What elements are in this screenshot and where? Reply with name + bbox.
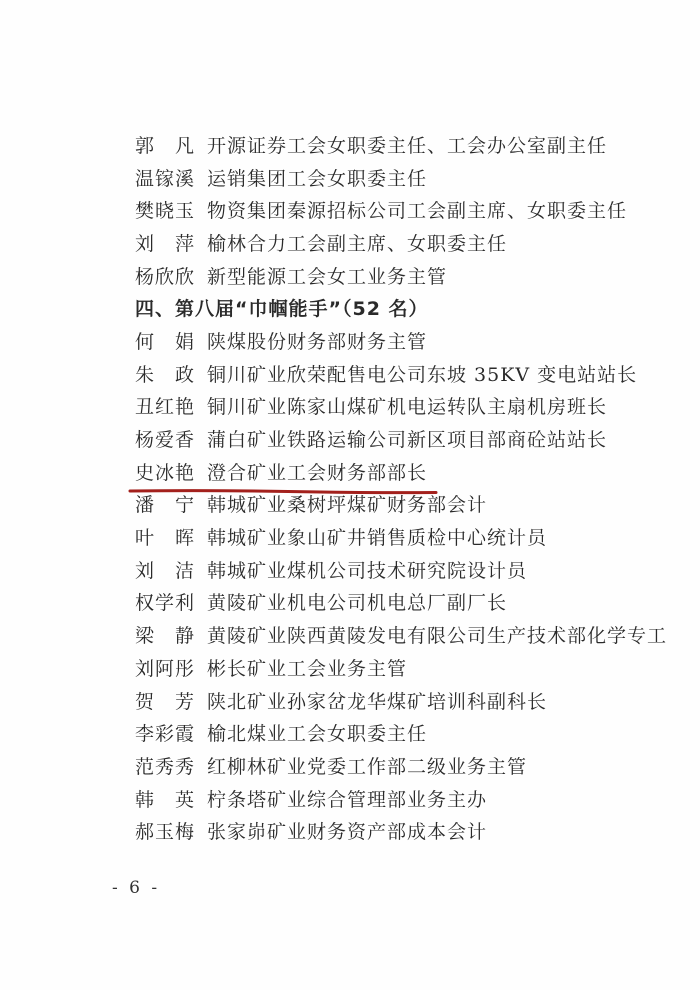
person-name: 杨爱香 <box>135 429 196 452</box>
person-title: 运销集团工会女职委主任 <box>207 167 428 190</box>
person-title: 韩城矿业桑树坪煤矿财务部会计 <box>207 494 488 517</box>
person-title: 陕北矿业孙家岔龙华煤矿培训科副科长 <box>207 690 548 713</box>
person-name: 李彩霞 <box>135 723 196 746</box>
list-item <box>135 324 695 357</box>
person-name: 刘阿彤 <box>135 657 196 680</box>
person-name: 韩 英 <box>135 788 196 811</box>
person-title: 黄陵矿业机电公司机电总厂副厂长 <box>207 592 508 615</box>
person-name: 史冰艳 <box>135 461 196 484</box>
person-name: 潘 宁 <box>135 494 196 517</box>
person-name: 郭 凡 <box>135 134 196 157</box>
person-name: 贺 芳 <box>135 690 196 713</box>
person-title: 陕煤股份财务部财务主管 <box>207 330 428 353</box>
page-number: - 6 - <box>112 878 161 898</box>
person-title: 黄陵矿业陕西黄陵发电有限公司生产技术部化学专工 <box>207 625 668 648</box>
list-item <box>135 357 695 390</box>
person-title: 彬长矿业工会业务主管 <box>207 657 408 680</box>
list-item <box>135 618 695 651</box>
person-title: 榆北煤业工会女职委主任 <box>207 723 428 746</box>
person-title: 澄合矿业工会财务部部长 <box>207 461 428 484</box>
list-item <box>135 193 695 226</box>
list-item <box>135 259 695 292</box>
person-name: 梁 静 <box>135 625 196 648</box>
red-underline-mark <box>128 487 440 497</box>
person-name: 范秀秀 <box>135 755 196 778</box>
person-name: 樊晓玉 <box>135 200 196 223</box>
list-item-highlighted <box>135 455 695 488</box>
person-title: 新型能源工会女工业务主管 <box>207 265 448 288</box>
list-item <box>135 422 695 455</box>
list-item <box>135 553 695 586</box>
person-title: 开源证券工会女职委主任、工会办公室副主任 <box>207 134 608 157</box>
list-item <box>135 226 695 259</box>
list-item <box>135 684 695 717</box>
list-item <box>135 651 695 684</box>
person-title: 韩城矿业煤机公司技术研究院设计员 <box>207 559 528 582</box>
list-item <box>135 586 695 619</box>
person-name: 杨欣欣 <box>135 265 196 288</box>
person-title: 红柳林矿业党委工作部二级业务主管 <box>207 755 528 778</box>
person-name: 何 娟 <box>135 330 196 353</box>
person-name: 郝玉梅 <box>135 821 196 844</box>
person-name: 丑红艳 <box>135 396 196 419</box>
section-heading: 四、第八届“巾帼能手”（52 名） <box>135 298 429 321</box>
person-name: 权学利 <box>135 592 196 615</box>
person-title: 物资集团秦源招标公司工会副主席、女职委主任 <box>207 200 628 223</box>
list-item <box>135 782 695 815</box>
person-name: 刘 洁 <box>135 559 196 582</box>
person-name: 叶 晖 <box>135 527 196 550</box>
person-title: 蒲白矿业铁路运输公司新区项目部商砼站站长 <box>207 429 608 452</box>
person-title: 铜川矿业欣荣配售电公司东坡 35KV 变电站站长 <box>207 363 638 386</box>
list-item <box>135 749 695 782</box>
person-name: 朱 政 <box>135 363 196 386</box>
list-item <box>135 716 695 749</box>
person-title: 柠条塔矿业综合管理部业务主办 <box>207 788 488 811</box>
person-title: 张家峁矿业财务资产部成本会计 <box>207 821 488 844</box>
list-item <box>135 814 695 847</box>
list-item <box>135 128 695 161</box>
person-title: 韩城矿业象山矿井销售质检中心统计员 <box>207 527 548 550</box>
person-title: 铜川矿业陈家山煤矿机电运转队主扇机房班长 <box>207 396 608 419</box>
list-item <box>135 520 695 553</box>
list-item <box>135 161 695 194</box>
person-name: 温镓溪 <box>135 167 196 190</box>
person-name: 刘 萍 <box>135 232 196 255</box>
list-item <box>135 390 695 423</box>
person-title: 榆林合力工会副主席、女职委主任 <box>207 232 508 255</box>
